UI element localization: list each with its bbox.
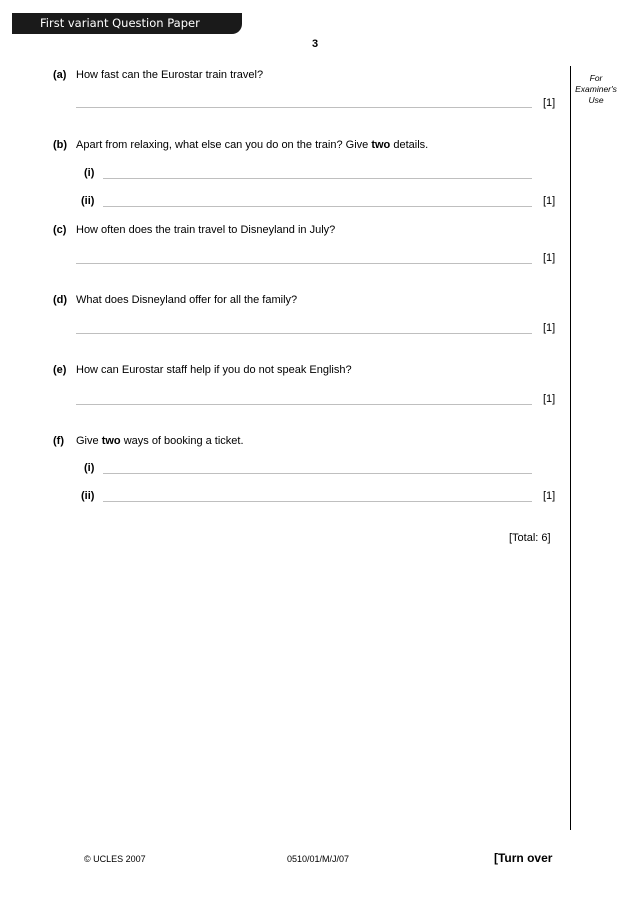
- question-text: What does Disneyland offer for all the family?: [76, 294, 298, 306]
- variant-banner: First variant Question Paper: [12, 13, 242, 34]
- page-number: 3: [312, 38, 319, 50]
- question-text: How fast can the Eurostar train travel?: [76, 69, 264, 81]
- footer-paper-code: 0510/01/M/J/07: [287, 854, 350, 864]
- question-text-bold: two: [371, 139, 391, 151]
- sub-label-i: (i): [84, 462, 95, 474]
- examiner-use-column-label: [568, 73, 624, 106]
- mark: [1]: [543, 322, 556, 334]
- examiner-label-line-1: For: [589, 73, 603, 83]
- question-text: [76, 435, 244, 447]
- total-marks: [Total: 6]: [509, 532, 551, 544]
- question-text-part: ways of booking a ticket.: [120, 435, 244, 447]
- question-text: [76, 139, 428, 151]
- question-label: (d): [53, 294, 68, 306]
- answer-line[interactable]: [103, 178, 532, 179]
- sub-label-ii: (ii): [81, 490, 95, 502]
- answer-line[interactable]: [76, 333, 532, 334]
- sub-label-ii: (ii): [81, 195, 95, 207]
- answer-line[interactable]: [76, 404, 532, 405]
- examiner-label-line-2: Examiner's: [575, 84, 617, 94]
- question-text-bold: two: [101, 435, 121, 447]
- question-text-part: Give: [76, 435, 102, 447]
- mark: [1]: [543, 97, 556, 109]
- turn-over-label: [Turn over: [494, 851, 553, 865]
- answer-line[interactable]: [103, 501, 532, 502]
- question-text-part: Apart from relaxing, what else can you do on the train? Give: [76, 139, 372, 151]
- footer-copyright: © UCLES 2007: [84, 854, 146, 864]
- question-label: (e): [53, 364, 67, 376]
- answer-line[interactable]: [103, 473, 532, 474]
- question-label: (f): [53, 435, 64, 447]
- answer-line[interactable]: [76, 107, 532, 108]
- mark: [1]: [543, 252, 556, 264]
- answer-line[interactable]: [76, 263, 532, 264]
- answer-line[interactable]: [103, 206, 532, 207]
- question-text-part: details.: [390, 139, 429, 151]
- question-label: (b): [53, 139, 68, 151]
- question-text: How often does the train travel to Disneyland in July?: [76, 224, 336, 236]
- examiner-margin-line: [570, 66, 571, 830]
- mark: [1]: [543, 195, 556, 207]
- question-label: (c): [53, 224, 67, 236]
- question-text: How can Eurostar staff help if you do not speak English?: [76, 364, 352, 376]
- question-label: (a): [53, 69, 67, 81]
- examiner-label-line-3: Use: [588, 95, 604, 105]
- sub-label-i: (i): [84, 167, 95, 179]
- mark: [1]: [543, 490, 556, 502]
- mark: [1]: [543, 393, 556, 405]
